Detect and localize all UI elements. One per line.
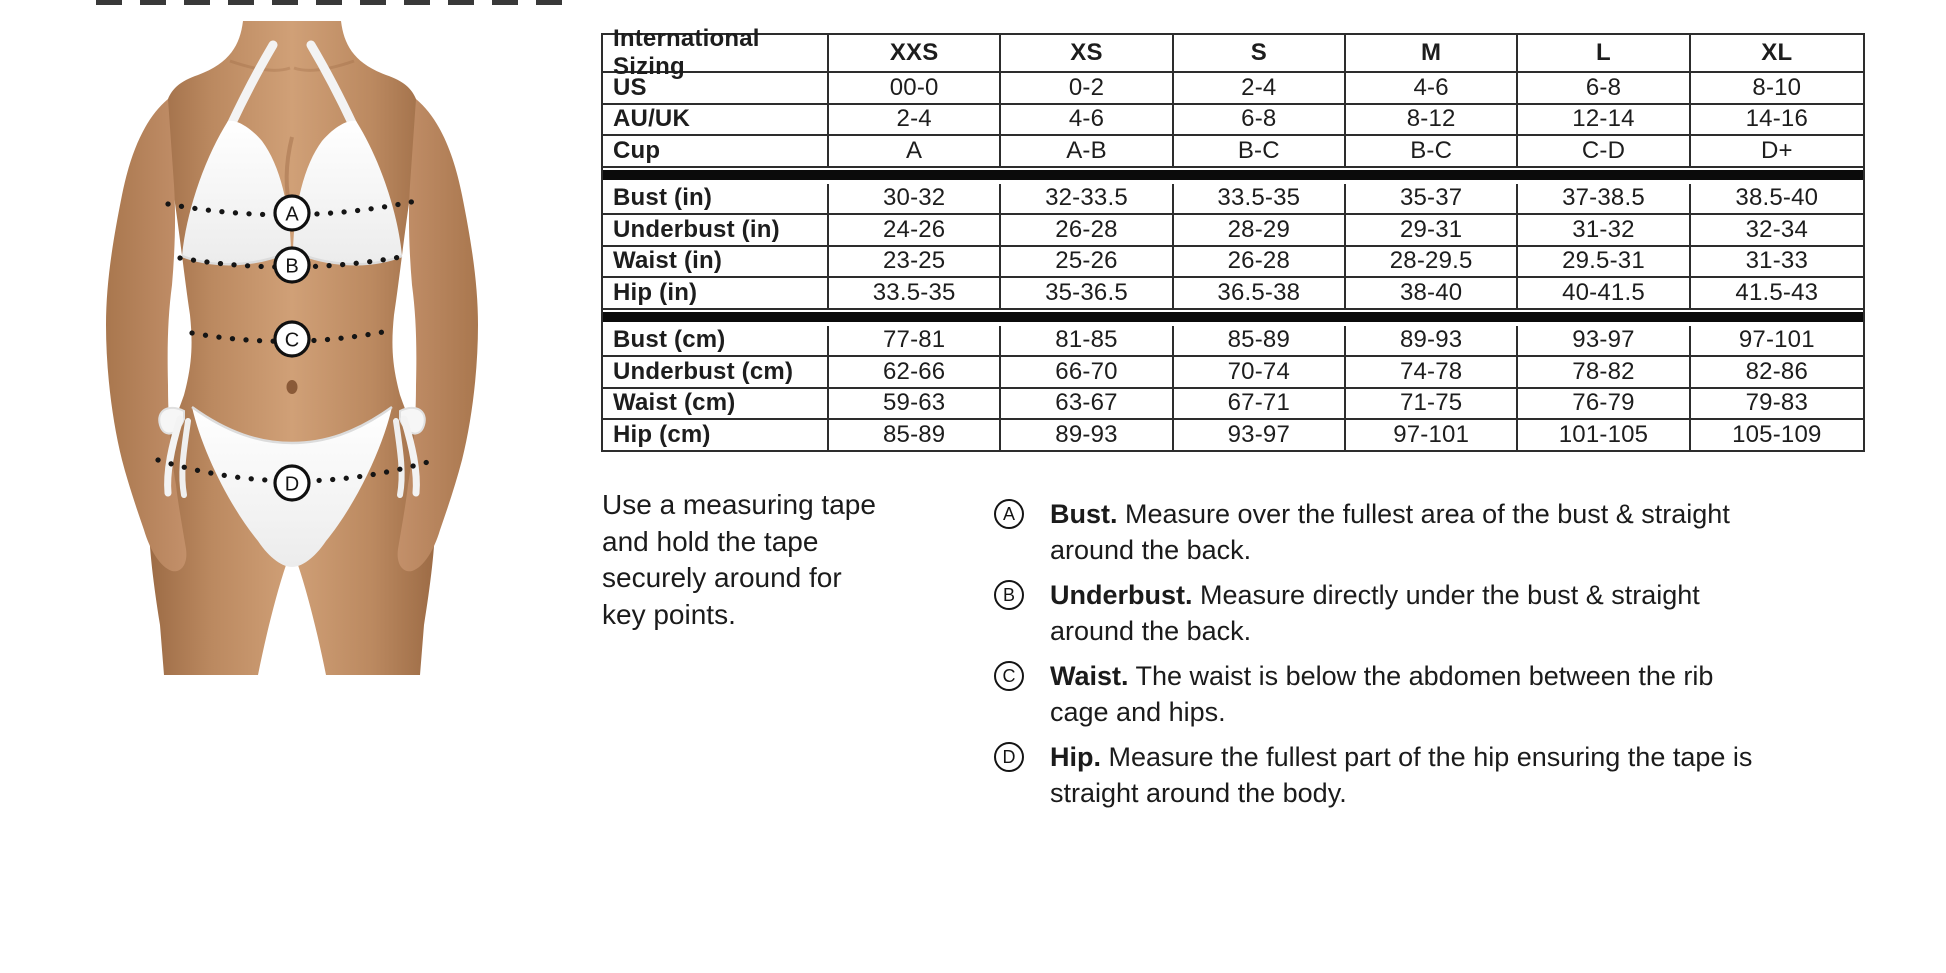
size-value-cell: 40-41.5 xyxy=(1518,278,1690,308)
legend-letter-circle: C xyxy=(994,661,1024,691)
size-value-cell: 97-101 xyxy=(1346,420,1518,450)
size-value-cell: A-B xyxy=(1001,136,1173,166)
size-value-cell: B-C xyxy=(1174,136,1346,166)
size-value-cell: 35-37 xyxy=(1346,184,1518,214)
size-value-cell: 93-97 xyxy=(1174,420,1346,450)
size-value-cell: 25-26 xyxy=(1001,247,1173,277)
header-size-cell: L xyxy=(1518,35,1690,71)
header-size-cell: XS xyxy=(1001,35,1173,71)
measuring-instructions xyxy=(602,487,912,633)
instructions-line: and hold the tape xyxy=(602,525,819,557)
legend-term: Hip. xyxy=(1050,742,1101,772)
size-value-cell: 30-32 xyxy=(829,184,1001,214)
size-value-cell: 33.5-35 xyxy=(1174,184,1346,214)
row-label: Hip (in) xyxy=(603,278,829,308)
instructions-line: Use a measuring tape xyxy=(602,489,876,520)
size-value-cell: 2-4 xyxy=(829,105,1001,135)
size-value-cell: 4-6 xyxy=(1001,105,1173,135)
row-label: US xyxy=(603,73,829,103)
size-value-cell: 89-93 xyxy=(1001,420,1173,450)
size-value-cell: 59-63 xyxy=(829,389,1001,419)
size-value-cell: 67-71 xyxy=(1174,389,1346,419)
legend-term: Bust. xyxy=(1050,499,1118,529)
size-value-cell: A xyxy=(829,136,1001,166)
marker-underbust-letter: B xyxy=(285,255,299,278)
table-row xyxy=(603,278,1863,310)
size-value-cell: 31-32 xyxy=(1518,215,1690,245)
size-value-cell: 29.5-31 xyxy=(1518,247,1690,277)
size-value-cell: 14-16 xyxy=(1745,105,1809,133)
row-label: Bust (cm) xyxy=(603,326,829,356)
legend-item xyxy=(994,577,1824,649)
size-value-cell: 0-2 xyxy=(1001,73,1173,103)
size-value-cell: 23-25 xyxy=(829,247,1001,277)
separator-bar xyxy=(603,312,1863,322)
size-value-cell: 74-78 xyxy=(1346,357,1518,387)
size-value-cell: 85-89 xyxy=(1174,326,1346,356)
size-value-cell: 70-74 xyxy=(1174,357,1346,387)
size-value-cell: 26-28 xyxy=(1001,215,1173,245)
size-value-cell: 31-33 xyxy=(1745,247,1809,275)
size-value-cell: 78-82 xyxy=(1518,357,1690,387)
row-label: Waist (cm) xyxy=(603,389,829,419)
size-value-cell: 89-93 xyxy=(1346,326,1518,356)
navel xyxy=(287,380,298,394)
marker-hip-letter: D xyxy=(284,473,300,496)
size-value-cell: 105-109 xyxy=(1732,420,1822,448)
body-figure xyxy=(80,15,560,675)
legend-item xyxy=(994,496,1824,568)
size-value-cell: 32-34 xyxy=(1745,215,1809,243)
size-value-cell: 28-29 xyxy=(1174,215,1346,245)
legend-description: Underbust. Measure directly under the bust & straight around the back. xyxy=(1050,580,1700,646)
size-value-cell: 82-86 xyxy=(1745,357,1809,385)
size-value-cell: 8-12 xyxy=(1346,105,1518,135)
marker-hip xyxy=(275,466,309,500)
row-label: Waist (in) xyxy=(603,247,829,277)
size-value-cell: 81-85 xyxy=(1001,326,1173,356)
table-row xyxy=(603,73,1863,105)
marker-waist-letter: C xyxy=(284,329,300,352)
legend-description: Bust. Measure over the fullest area of the bust & straight around the back. xyxy=(1050,499,1730,565)
size-value-cell: 62-66 xyxy=(829,357,1001,387)
size-value-cell: B-C xyxy=(1346,136,1518,166)
header-size-cell: S xyxy=(1174,35,1346,71)
size-value-cell: 41.5-43 xyxy=(1735,278,1819,306)
size-value-cell: C-D xyxy=(1518,136,1690,166)
size-value-cell: 6-8 xyxy=(1174,105,1346,135)
size-value-cell: 4-6 xyxy=(1346,73,1518,103)
marker-underbust xyxy=(275,248,309,282)
size-value-cell: 71-75 xyxy=(1346,389,1518,419)
size-value-cell: 8-10 xyxy=(1752,73,1802,101)
size-value-cell: D+ xyxy=(1760,136,1793,164)
separator-row xyxy=(603,170,1863,184)
size-value-cell: 36.5-38 xyxy=(1174,278,1346,308)
size-value-cell: 76-79 xyxy=(1518,389,1690,419)
instructions-line: securely around for xyxy=(602,562,842,593)
size-value-cell: 38-40 xyxy=(1346,278,1518,308)
table-row xyxy=(603,357,1863,389)
table-row xyxy=(603,389,1863,421)
table-row xyxy=(603,420,1863,450)
size-value-cell: 77-81 xyxy=(829,326,1001,356)
size-value-cell: 2-4 xyxy=(1174,73,1346,103)
size-value-cell: 33.5-35 xyxy=(829,278,1001,308)
instructions-line: key points. xyxy=(602,598,736,630)
legend-item xyxy=(994,739,1824,811)
row-label: AU/UK xyxy=(603,105,829,135)
table-row xyxy=(603,184,1863,216)
marker-waist xyxy=(275,322,309,356)
table-header-row xyxy=(603,25,1863,80)
size-value-cell: 37-38.5 xyxy=(1518,184,1690,214)
table-row xyxy=(603,215,1863,247)
size-value-cell: 38.5-40 xyxy=(1735,184,1819,212)
size-value-cell: 97-101 xyxy=(1738,326,1815,354)
size-value-cell: 28-29.5 xyxy=(1346,247,1518,277)
legend-description: Hip. Measure the fullest part of the hip ensuring the tape is straight around the body. xyxy=(1050,742,1753,808)
legend-letter-circle: A xyxy=(994,499,1024,529)
size-value-cell: 63-67 xyxy=(1001,389,1173,419)
size-value-cell: 93-97 xyxy=(1518,326,1690,356)
size-value-cell: 32-33.5 xyxy=(1001,184,1173,214)
table-row xyxy=(603,105,1863,137)
separator-row xyxy=(603,312,1863,326)
separator-bar xyxy=(603,170,1863,180)
size-value-cell: 66-70 xyxy=(1001,357,1173,387)
cropped-heading-fragments xyxy=(96,0,566,5)
legend-term: Waist. xyxy=(1050,661,1129,691)
legend-description: Waist. The waist is below the abdomen between the rib cage and hips. xyxy=(1050,661,1714,727)
legend-letter-circle: D xyxy=(994,742,1024,772)
size-value-cell: 29-31 xyxy=(1346,215,1518,245)
row-label: Cup xyxy=(603,136,829,166)
size-value-cell: 79-83 xyxy=(1745,389,1809,417)
size-value-cell: 6-8 xyxy=(1518,73,1690,103)
header-label-cell: International Sizing xyxy=(603,35,829,71)
row-label: Bust (in) xyxy=(603,184,829,214)
row-label: Underbust (in) xyxy=(603,215,829,245)
size-value-cell: 00-0 xyxy=(829,73,1001,103)
size-value-cell: 12-14 xyxy=(1518,105,1690,135)
row-label: Hip (cm) xyxy=(603,420,829,450)
row-label: Underbust (cm) xyxy=(603,357,829,387)
header-size-cell: XL xyxy=(1761,39,1793,66)
header-size-cell: XXS xyxy=(829,35,1001,71)
header-size-cell: M xyxy=(1346,35,1518,71)
marker-bust-letter: A xyxy=(285,203,299,226)
measurement-legend xyxy=(994,496,1824,811)
legend-letter-circle: B xyxy=(994,580,1024,610)
table-row xyxy=(603,326,1863,358)
size-chart-table xyxy=(601,25,1865,452)
size-value-cell: 24-26 xyxy=(829,215,1001,245)
size-value-cell: 35-36.5 xyxy=(1001,278,1173,308)
table-row xyxy=(603,247,1863,279)
legend-item xyxy=(994,658,1824,730)
legend-term: Underbust. xyxy=(1050,580,1193,610)
table-row xyxy=(603,136,1863,168)
size-value-cell: 101-105 xyxy=(1518,420,1690,450)
size-value-cell: 85-89 xyxy=(829,420,1001,450)
size-value-cell: 26-28 xyxy=(1174,247,1346,277)
marker-bust xyxy=(275,196,309,230)
